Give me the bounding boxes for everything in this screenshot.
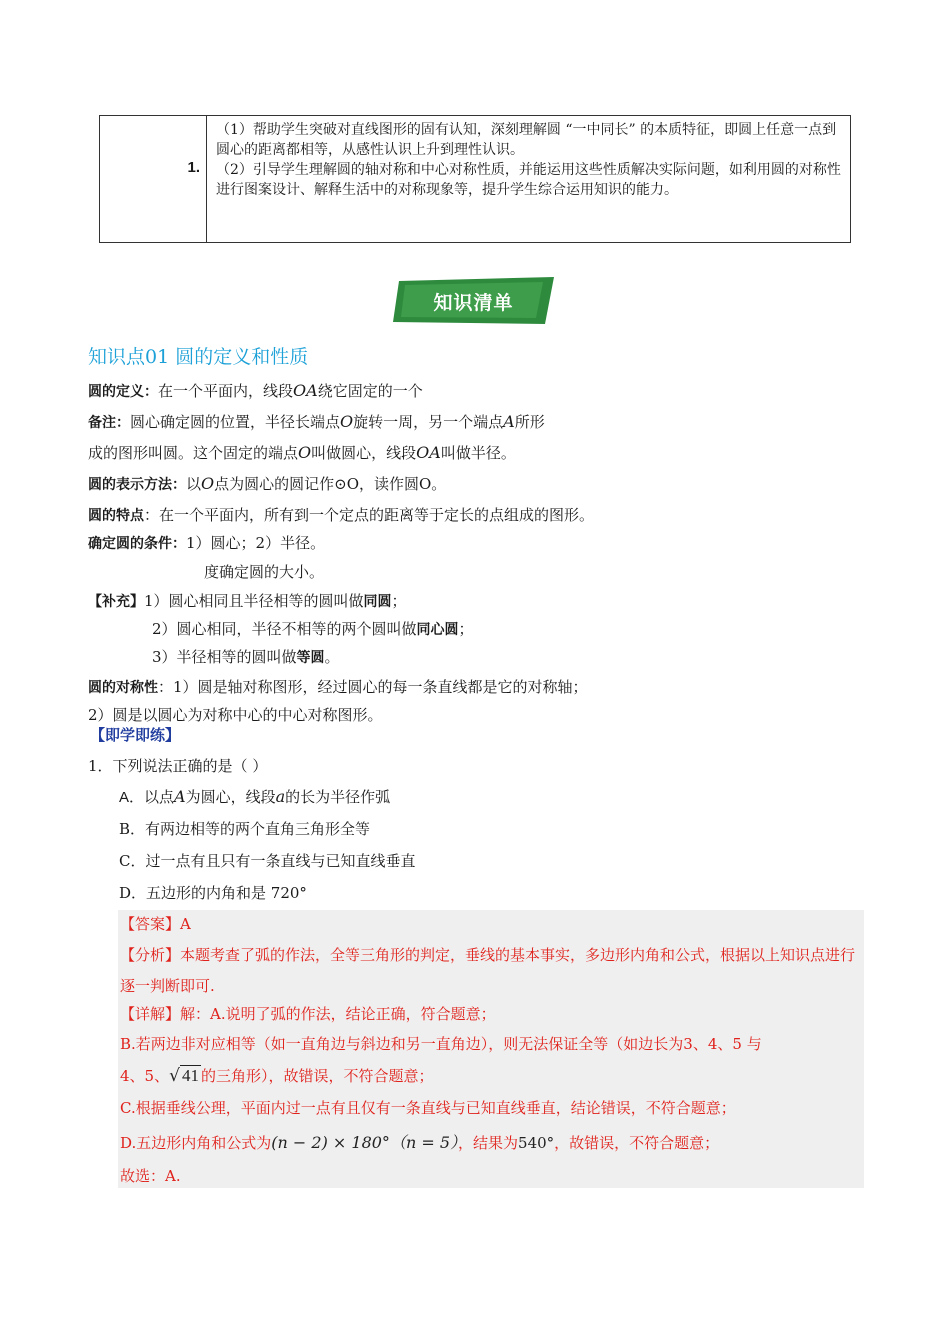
- note-text-a: 圆心确定圆的位置，半径长端点: [130, 413, 341, 431]
- supp1-end: ；: [391, 592, 407, 610]
- supp2-text: 2）圆心相同，半径不相等的两个圆叫做: [152, 620, 417, 638]
- term-equal-circle: 等圆: [296, 650, 325, 666]
- symmetry-text: ：1）圆是轴对称图形，经过圆心的每一条直线都是它的对称轴；: [158, 678, 588, 696]
- detail-b2-text-a: 4、5、: [120, 1067, 170, 1085]
- supp2-end: ；: [458, 620, 474, 638]
- conditions-line: [88, 533, 325, 554]
- note-label: 备注：: [88, 415, 130, 431]
- objective-line-2: （2）引导学生理解圆的轴对称和中心对称性质，并能运用这些性质解决实际问题，如利用圆的对称性进行图案设计、解释生活中的对称现象等，提升学生综合运用知识的能力。: [216, 162, 841, 198]
- result-value: 540°: [518, 1134, 555, 1152]
- note-continued-line: [88, 443, 516, 463]
- detail-b-line-2: [120, 1066, 433, 1086]
- supplement-line-2: [152, 619, 474, 640]
- option-a-prefix: A．: [119, 789, 145, 806]
- supplement-label: 【补充】: [88, 594, 144, 610]
- var-a: A: [503, 412, 515, 431]
- practice-label: 【即学即练】: [90, 726, 181, 744]
- detail-intro: 【详解】解：A.说明了弧的作法，结论正确，符合题意；: [120, 1005, 496, 1023]
- var-o: O: [340, 412, 354, 431]
- option-a-text-c: 的长为半径作弧: [285, 788, 391, 806]
- option-d: D．五边形的内角和是 720°: [119, 884, 307, 902]
- analysis-text: 【分析】本题考查了弧的作法，全等三角形的判定，垂线的基本事实，多边形内角和公式，根据以上知识点进行逐一判断即可.: [120, 946, 856, 995]
- conditions-text: 1）圆心；2）半径。: [186, 534, 326, 552]
- note-line: [88, 412, 545, 433]
- option-b: B．有两边相等的两个直角三角形全等: [119, 820, 371, 838]
- detail-b2-text-b: 的三角形），故错误，不符合题意；: [200, 1067, 434, 1085]
- cont-text-b: 叫做圆心，线段: [311, 444, 417, 462]
- definition-text-a: 在一个平面内，线段: [158, 382, 294, 400]
- objective-number-cell: [100, 116, 207, 242]
- detail-d-text-c: ，故错误，不符合题意；: [554, 1134, 720, 1152]
- detail-b-line-1: B.若两边非对应相等（如一直角边与斜边和另一直角边），则无法保证全等（如边长为3、4、5 与: [120, 1035, 762, 1053]
- radical-sign: √: [169, 1066, 180, 1086]
- symmetry-line: [88, 677, 588, 698]
- var-a: A: [174, 787, 186, 806]
- banner-label: 知识清单: [433, 292, 514, 314]
- definition-label: 圆的定义：: [88, 384, 158, 400]
- option-a-text-b: 为圆心，线段: [185, 788, 276, 806]
- features-text: ：在一个平面内，所有到一个定点的距离等于定长的点组成的图形。: [144, 506, 595, 524]
- repr-text-b: 点为圆心的圆记作⊙O，读作圆O。: [214, 475, 447, 493]
- supp3-end: 。: [324, 648, 340, 666]
- n-condition: （n = 5）: [389, 1133, 459, 1152]
- radicand: 41: [181, 1066, 199, 1085]
- conclusion-line: 故选：A.: [120, 1167, 181, 1185]
- symmetry-label: 圆的对称性: [88, 680, 158, 696]
- objective-number: 1.: [187, 159, 200, 176]
- repr-text-a: 以: [186, 475, 202, 493]
- detail-d-line: [120, 1133, 719, 1153]
- features-line: [88, 505, 594, 526]
- cont-text-c: 叫做半径。: [440, 444, 516, 462]
- knowledge-point-title: 知识点01 圆的定义和性质: [88, 346, 309, 368]
- var-oa: OA: [293, 381, 318, 400]
- detail-d-text-b: ，结果为: [458, 1134, 519, 1152]
- features-label: 圆的特点: [88, 508, 144, 524]
- representation-line: [88, 474, 446, 495]
- objectives-table: [99, 115, 851, 243]
- var-oa: OA: [416, 443, 441, 462]
- option-c: C．过一点有且只有一条直线与已知直线垂直: [119, 852, 416, 870]
- cont-text-a: 成的图形叫圆。这个固定的端点: [88, 444, 299, 462]
- detail-c-line: C.根据垂线公理，平面内过一点有且仅有一条直线与已知直线垂直，结论错误，不符合题意；: [120, 1099, 736, 1117]
- supplement-line-1: [88, 591, 407, 612]
- term-same-circle: 同圆: [363, 594, 392, 610]
- term-concentric: 同心圆: [416, 622, 459, 638]
- symmetry-line-2: 2）圆是以圆心为对称中心的中心对称图形。: [88, 706, 383, 724]
- var-a-lower: a: [275, 787, 286, 806]
- conditions-label: 确定圆的条件：: [88, 536, 186, 552]
- var-o: O: [298, 443, 312, 462]
- question: 1．下列说法正确的是（ ）: [88, 757, 268, 775]
- supp3-text: 3）半径相等的圆叫做: [152, 648, 297, 666]
- note-text-b: 旋转一周，另一个端点: [353, 413, 504, 431]
- representation-label: 圆的表示方法：: [88, 477, 186, 493]
- sqrt-expression: [169, 1066, 201, 1086]
- option-a: [119, 787, 390, 808]
- definition-line: [88, 381, 423, 402]
- detail-d-text-a: D.五边形内角和公式为: [120, 1134, 272, 1152]
- supp1-text: 1）圆心相同且半径相等的圆叫做: [144, 592, 364, 610]
- objective-line-1: （1）帮助学生突破对直线图形的固有认知，深刻理解圆 “一中同长” 的本质特征，即圆上任意一点到圆心的距离都相等，从感性认识上升到理性认识。: [216, 122, 837, 158]
- note-text-c: 所形: [514, 413, 545, 431]
- supplement-line-3: [152, 647, 340, 668]
- var-o: O: [201, 474, 215, 493]
- answer-line: 【答案】A: [120, 915, 191, 933]
- definition-text-b: 绕它固定的一个: [317, 382, 423, 400]
- angle-sum-formula: (n − 2) × 180°: [271, 1133, 390, 1152]
- objective-text-cell: [216, 120, 846, 200]
- conditions-extra: 度确定圆的大小。: [204, 563, 325, 581]
- option-a-text-a: 以点: [144, 788, 175, 806]
